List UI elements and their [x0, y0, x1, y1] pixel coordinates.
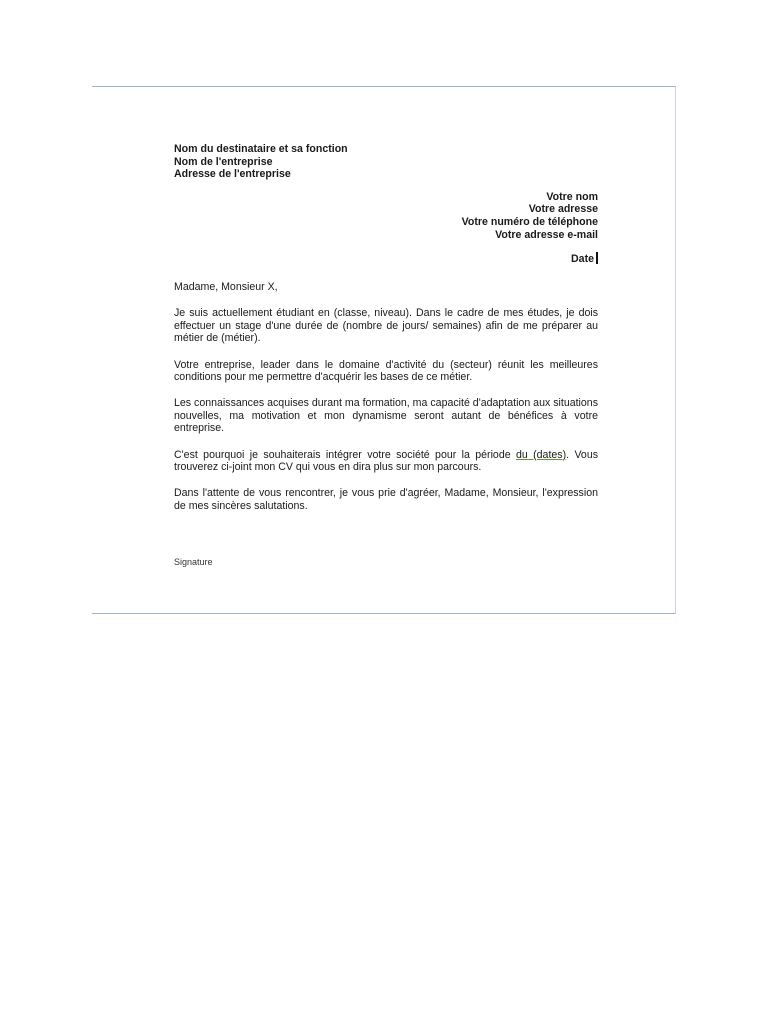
- recipient-address-line: Adresse de l'entreprise: [174, 168, 291, 181]
- recipient-block: [174, 143, 598, 181]
- sender-address: Votre adresse: [528, 203, 598, 216]
- recipient-name-line: Nom du destinataire et sa fonction: [174, 143, 348, 155]
- paragraph-closing: Dans l'attente de vous rencontrer, je vous prie d'agréer, Madame, Monsieur, l'expression de mes sincères salutations.: [174, 487, 598, 512]
- sender-block: [174, 191, 598, 241]
- paragraph-company: Votre entreprise, leader dans le domaine d'activité du (secteur) réunit les meilleures conditions pour me permettre d'acquérir les bases de ce métier.: [174, 358, 598, 383]
- text-cursor: [596, 252, 598, 264]
- sender-email: Votre adresse e-mail: [495, 228, 598, 241]
- paragraph-period: [174, 449, 598, 474]
- period-text-start: C'est pourquoi je souhaiterais intégrer votre société pour la période: [174, 448, 516, 461]
- greeting: Madame, Monsieur X,: [174, 280, 278, 293]
- date-label: Date: [571, 253, 594, 266]
- date-line: [174, 252, 598, 266]
- period-text-end: . Vous trouverez ci-joint mon CV qui vous en dira plus sur mon parcours.: [174, 448, 599, 473]
- signature-label: Signature: [174, 557, 213, 568]
- sender-name: Votre nom: [546, 190, 598, 203]
- paragraph-skills: Les connaissances acquises durant ma formation, ma capacité d'adaptation aux situations nouvelles, ma motivation et mon dynamisme seront autant de bénéfices à votre entreprise.: [174, 397, 598, 435]
- sender-phone: Votre numéro de téléphone: [461, 215, 598, 228]
- cover-letter: [174, 143, 598, 568]
- paragraph-studies: Je suis actuellement étudiant en (classe, niveau). Dans le cadre de mes études, je dois effectuer un stage d'une durée de (nombre de jours/ semaines) afin de me préparer au métier de (métier).: [174, 307, 598, 345]
- period-dates: du (dates): [515, 448, 567, 461]
- recipient-company-line: Nom de l'entreprise: [174, 155, 273, 168]
